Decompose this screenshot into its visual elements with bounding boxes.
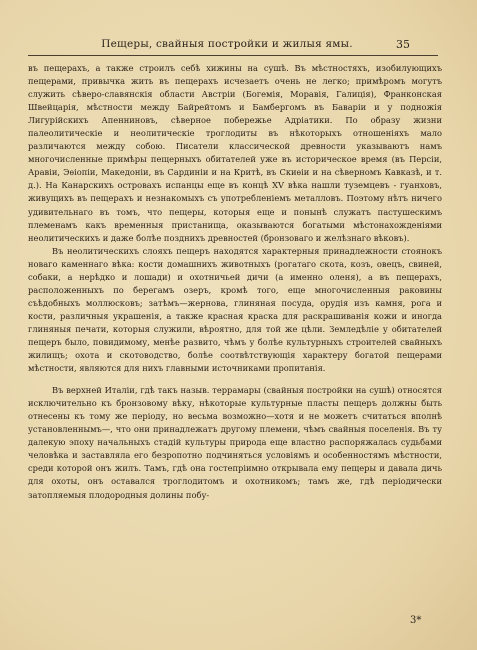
paragraph-1: въ пещерахъ, а также строилъ себѣ хижины на сушѣ. Въ мѣстностяхъ, изобилующихъ пещерами, привычка жить въ пещерахъ исчезаетъ очень не легко; примѣромъ могутъ служить сѣверо-славянскія области Австріи (Богемія, Моравія, Галиція), Франконская Швейцарія, мѣстности между Байрейтомъ и Бамбергомъ въ Баваріи и у подножія Лигурійскихъ Апенниновъ, сѣверное побережье Адріатики. По образу жизни палеолитическіе и неолитическіе троглодиты въ нѣкоторыхъ отношеніяхъ мало различаются между собою. Писатели классической древности указываютъ намъ многочисленные примѣры пещерныхъ обитателей уже въ историческое время (въ Персіи, Аравіи, Эѳіопіи, Македоніи, въ Сардиніи и на Критѣ, въ Скиѳіи и на сѣверномъ Кавказѣ, и т. д.). На Канарскихъ островахъ испанцы еще въ концѣ XV вѣка нашли туземцевъ - гуанховъ, живущихъ въ пещерахъ и незнакомыхъ съ употребленіемъ металловъ. Поэтому нѣтъ ничего удивительнаго въ томъ, что пещеры, которыя еще и понынѣ служатъ пастушескимъ племенамъ какъ временныя пристанища, оказываются богатыми мѣстонахожденіями неолитическихъ и даже болѣе позднихъ древностей (бронзоваго и желѣзнаго вѣковъ). [28, 63, 442, 243]
signature-mark: 3* [410, 615, 422, 626]
paragraph-3: Въ верхней Италіи, гдѣ такъ назыв. террамары (свайныя постройки на сушѣ) относятся исключительно къ бронзовому вѣку, нѣкоторые культурные пласты пещеръ должны быть отнесены къ тому же періоду, но весьма возможно—хотя и не можетъ считаться вполнѣ установленнымъ—, что они принадлежатъ другому племени, чѣмъ свайныя поселенія. Въ ту далекую эпоху начальныхъ стадій культуры природа еще властно распоряжалась судьбами человѣка и заставляла его безропотно подчиняться условіямъ и особенностямъ мѣстности, среди которой онъ жилъ. Тамъ, гдѣ она гостепріимно открывала ему пещеры и давала дичь для охоты, онъ оставался троглодитомъ и охотникомъ; тамъ же, гдѣ періодически затопляемыя плодородныя долины побу- [28, 385, 442, 500]
page-number: 35 [396, 38, 410, 51]
header-rule [28, 55, 438, 56]
paragraph-2: Въ неолитическихъ слояхъ пещеръ находятся характерныя принадлежности стоянокъ новаго каменнаго вѣка: кости домашнихъ животныхъ (рогатаго скота, козъ, овецъ, свиней, собаки, а нерѣдко и лошади) и охотничьей дичи (а именно оленя), а въ пещерахъ, расположенныхъ по берегамъ озеръ, кромѣ того, еще многочисленныя раковины съѣдобныхъ моллюсковъ; затѣмъ—жернова, глиняная посуда, орудія изъ камня, рога и кости, различныя украшенія, а также красная краска для раскрашиванія кожи и иногда глиняныя печати, которыя служили, вѣроятно, для той же цѣли. Земледѣліе у обитателей пещеръ было, повидимому, менѣе развито, чѣмъ у болѣе культурныхъ строителей свайныхъ жилищъ; охота и скотоводство, болѣе соотвѣтствующія характеру богатой пещерами мѣстности, являются для нихъ главными источниками пропитанія. [28, 245, 442, 374]
body-text [28, 62, 442, 502]
running-title: Пещеры, свайныя постройки и жилыя ямы. [101, 38, 353, 50]
